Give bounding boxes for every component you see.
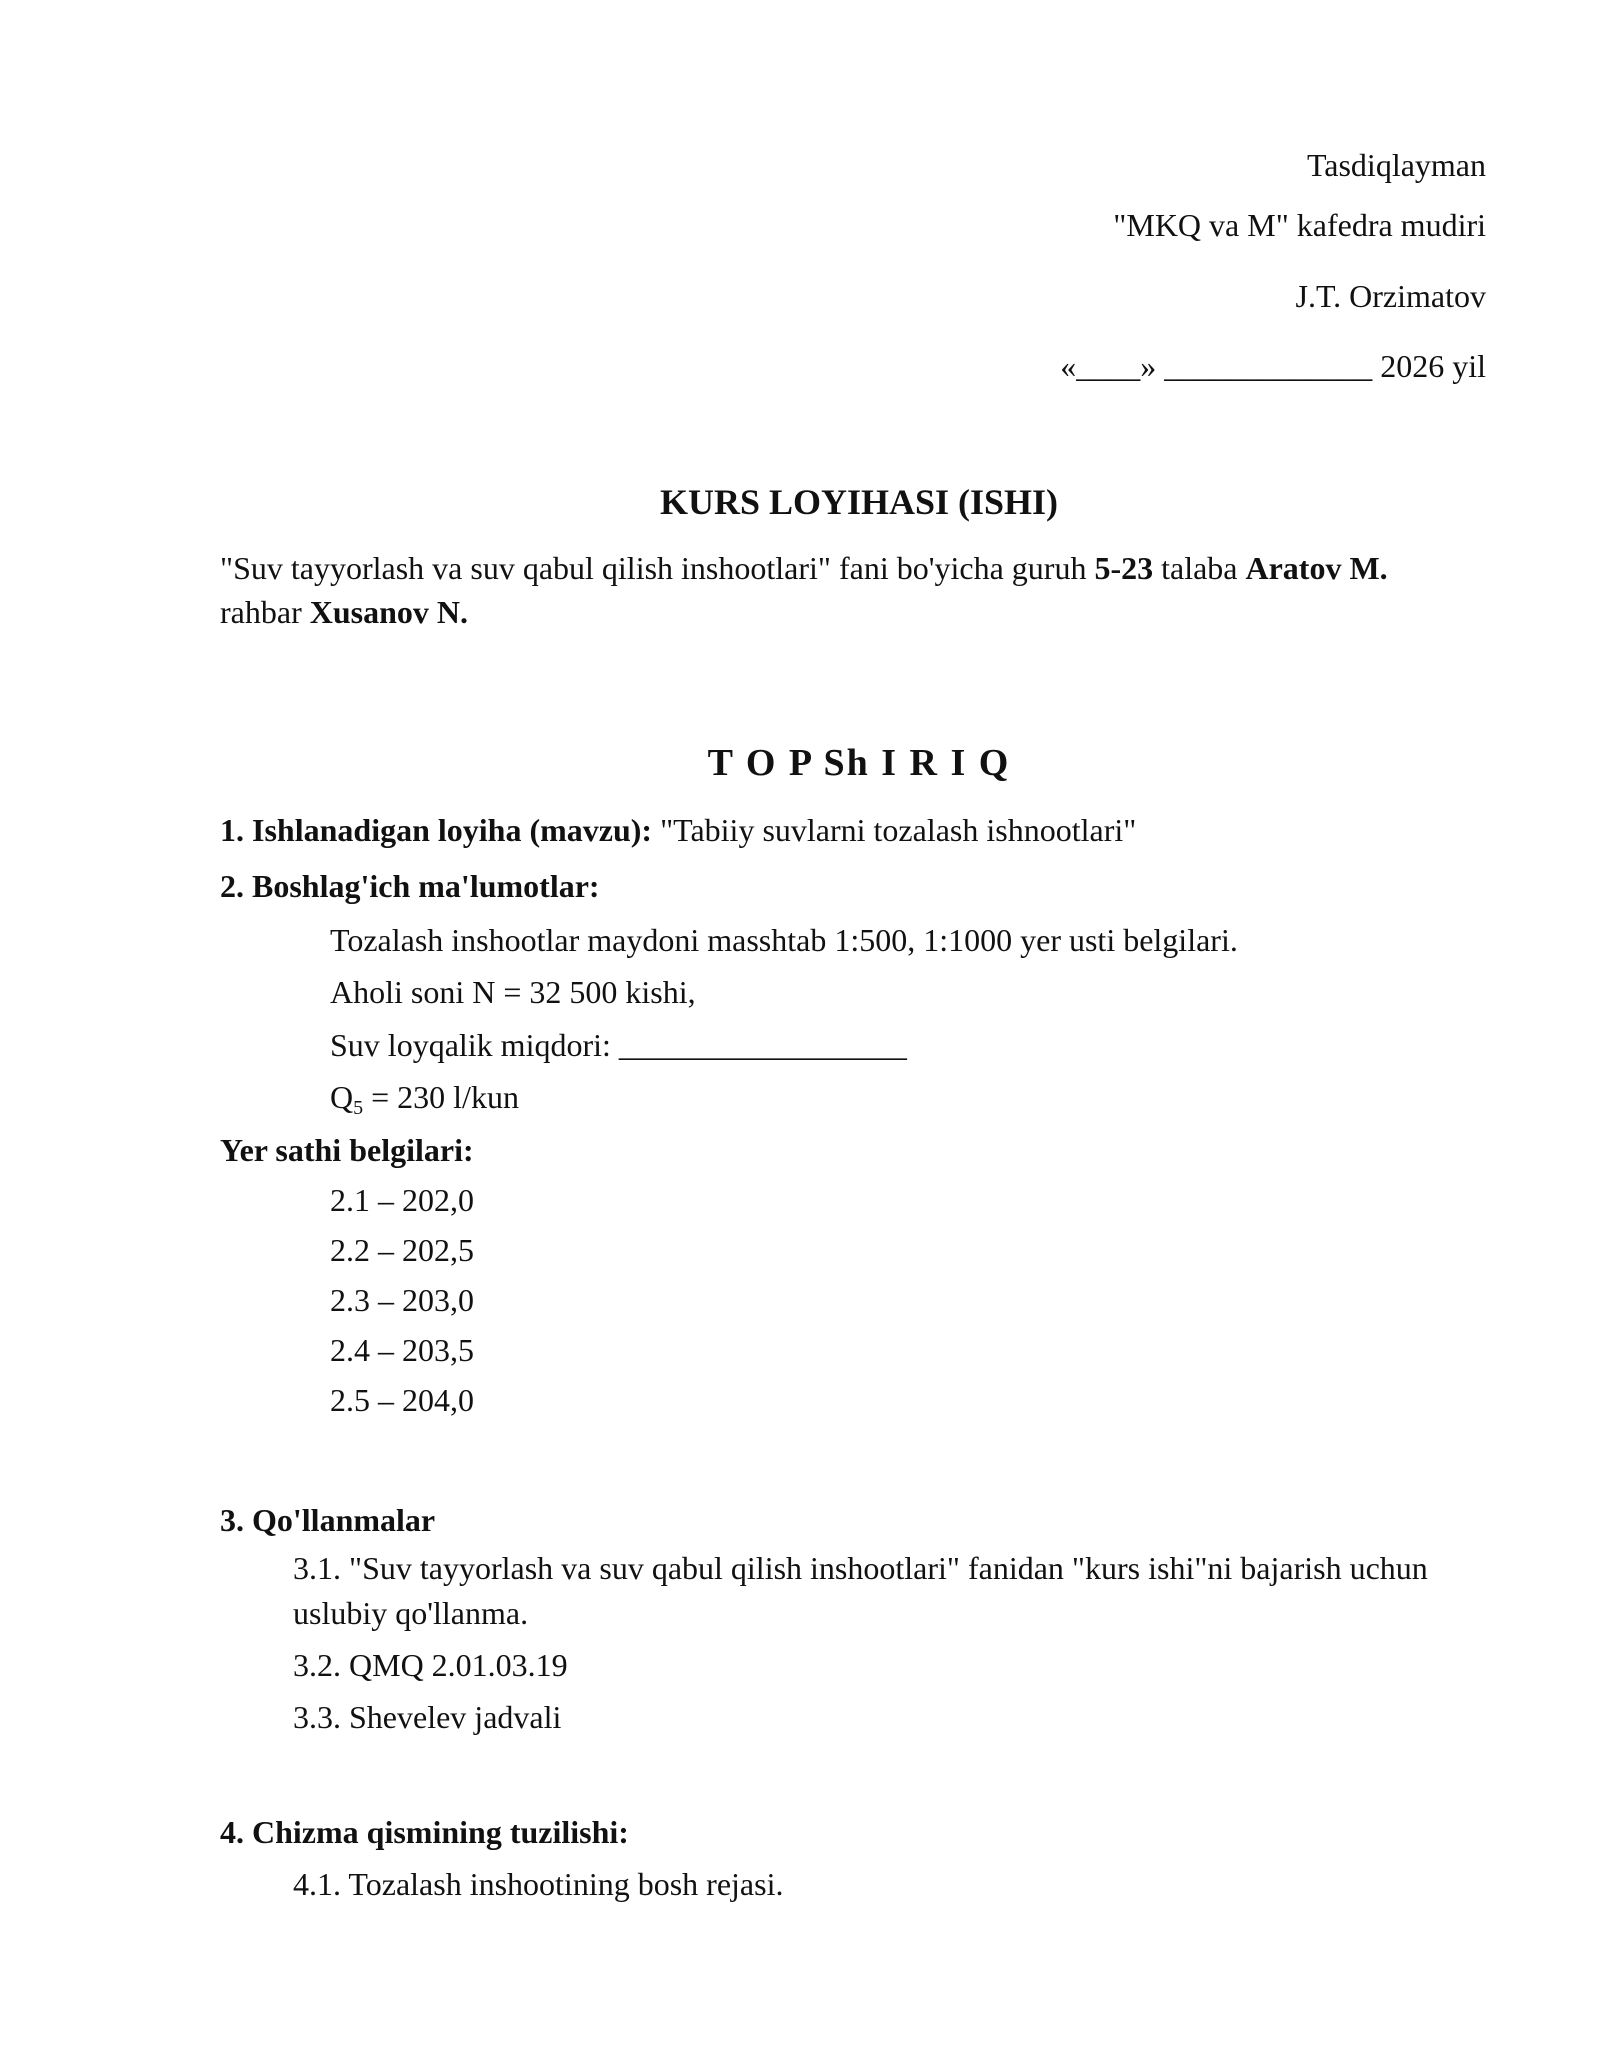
approval-date-line: «____» _____________ 2026 yil <box>1060 348 1486 384</box>
ground-mark-3: 2.3 – 203,0 <box>330 1282 474 1318</box>
manual-item-1: 3.1. "Suv tayyorlash va suv qabul qilish inshootlari" fanidan "kurs ishi"ni bajarish uchun uslubiy qo'llanma. <box>293 1550 1428 1631</box>
initial-data-line-3: Suv loyqalik miqdori: __________________ <box>330 1027 907 1063</box>
task-item-2-label: 2. Boshlag'ich ma'lumotlar: <box>220 868 600 904</box>
drawing-item-1: 4.1. Tozalash inshootining bosh rejasi. <box>293 1866 784 1902</box>
flow-value: = 230 l/kun <box>363 1079 519 1115</box>
ground-mark-4: 2.4 – 203,5 <box>330 1332 474 1368</box>
student-label: talaba <box>1161 550 1238 586</box>
flow-symbol: Q <box>330 1079 354 1115</box>
approval-line-1: Tasdiqlayman <box>1306 147 1486 183</box>
approval-line-2: "MKQ va M" kafedra mudiri <box>1113 207 1486 243</box>
flow-subscript: 5 <box>353 1097 364 1119</box>
student-name: Aratov M. <box>1245 550 1388 586</box>
document-title: KURS LOYIHASI (ISHI) <box>659 482 1059 522</box>
item-1-label: 1. Ishlanadigan loyiha (mavzu): <box>220 812 653 848</box>
supervisor-label: rahbar <box>220 594 302 630</box>
ground-mark-2: 2.2 – 202,5 <box>330 1232 474 1268</box>
initial-data-line-2: Aholi soni N = 32 500 kishi, <box>330 974 696 1010</box>
flow-rate-line <box>330 1077 519 1117</box>
intro-paragraph <box>220 546 1480 634</box>
approval-line-3: J.T. Orzimatov <box>1295 278 1486 314</box>
item-1-value: "Tabiiy suvlarni tozalash ishnootlari" <box>660 812 1137 848</box>
manual-item-2: 3.2. QMQ 2.01.03.19 <box>293 1647 568 1683</box>
ground-mark-1: 2.1 – 202,0 <box>330 1182 474 1218</box>
task-title: T O P Sh I R I Q <box>707 742 1011 784</box>
task-item-1 <box>220 810 1136 850</box>
manuals-title: 3. Qo'llanmalar <box>220 1502 436 1538</box>
ground-marks-title: Yer sathi belgilari: <box>220 1132 474 1168</box>
initial-data-line-1: Tozalash inshootlar maydoni masshtab 1:500, 1:1000 yer usti belgilari. <box>330 922 1238 958</box>
group-number: 5-23 <box>1094 550 1154 586</box>
ground-mark-5: 2.5 – 204,0 <box>330 1382 474 1418</box>
intro-prefix: "Suv tayyorlash va suv qabul qilish inshootlari" fani bo'yicha guruh <box>220 550 1087 586</box>
manual-item-3: 3.3. Shevelev jadvali <box>293 1699 562 1735</box>
supervisor-name: Xusanov N. <box>309 594 468 630</box>
drawing-section-title: 4. Chizma qismining tuzilishi: <box>220 1814 629 1850</box>
